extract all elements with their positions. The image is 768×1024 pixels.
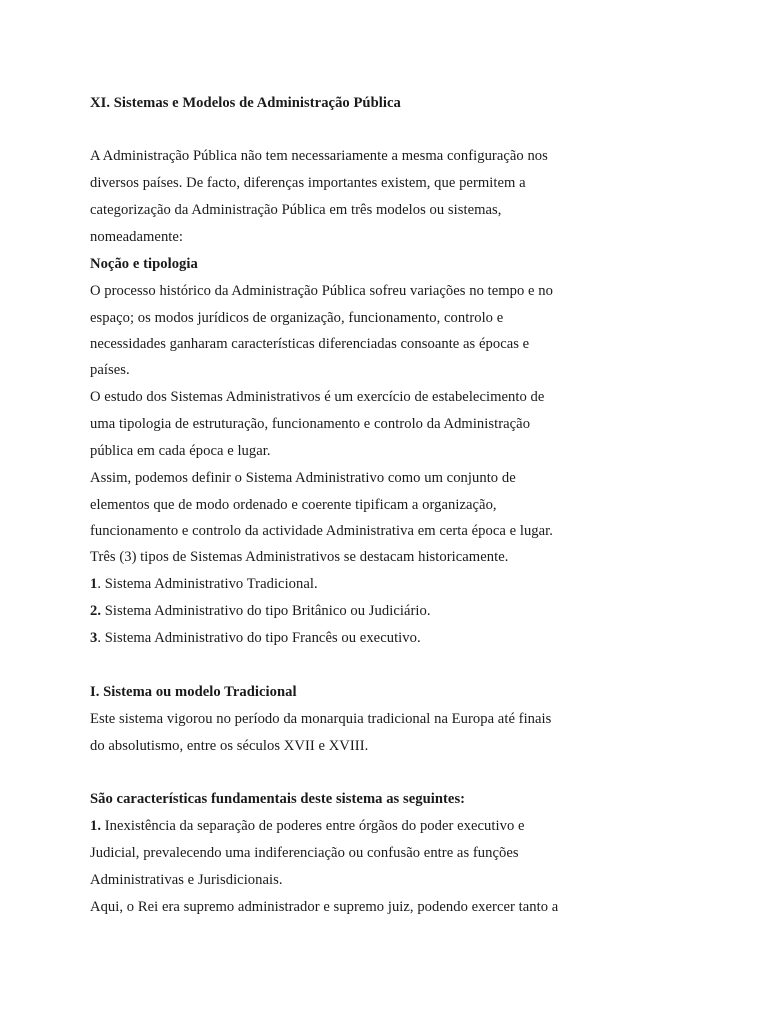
list-item	[90, 817, 525, 835]
list-number: 3	[90, 630, 98, 646]
list-number: 1.	[90, 818, 102, 834]
paragraph-line: elementos que de modo ordenado e coerente tipificam a organização,	[90, 497, 497, 513]
section-heading: Noção e tipologia	[90, 256, 198, 272]
section-heading: São características fundamentais deste sistema as seguintes:	[90, 791, 466, 807]
list-item	[90, 629, 421, 647]
list-text: Sistema Administrativo do tipo Britânico ou Judiciário.	[101, 603, 431, 619]
list-text: . Sistema Administrativo Tradicional.	[97, 576, 318, 592]
paragraph-line: Três (3) tipos de Sistemas Administrativos se destacam historicamente.	[90, 549, 509, 565]
paragraph-line: necessidades ganharam características diferenciadas consoante as épocas e	[90, 336, 530, 352]
intro-line: A Administração Pública não tem necessariamente a mesma configuração nos	[90, 148, 548, 164]
list-text: . Sistema Administrativo do tipo Francês ou executivo.	[97, 630, 421, 646]
paragraph-line: Assim, podemos definir o Sistema Administrativo como um conjunto de	[90, 470, 516, 486]
list-item	[90, 575, 318, 593]
paragraph-line: O estudo dos Sistemas Administrativos é um exercício de estabelecimento de	[90, 389, 545, 405]
list-item	[90, 602, 431, 620]
paragraph-line: Este sistema vigorou no período da monarquia tradicional na Europa até finais	[90, 711, 552, 727]
paragraph-line: O processo histórico da Administração Pública sofreu variações no tempo e no	[90, 283, 553, 299]
paragraph-line: Administrativas e Jurisdicionais.	[90, 872, 283, 888]
intro-line: nomeadamente:	[90, 229, 184, 245]
paragraph-line: do absolutismo, entre os séculos XVII e XVIII.	[90, 738, 369, 754]
paragraph-line: pública em cada época e lugar.	[90, 443, 271, 459]
section-heading: I. Sistema ou modelo Tradicional	[90, 684, 297, 700]
paragraph-line: espaço; os modos jurídicos de organização, funcionamento, controlo e	[90, 310, 504, 326]
list-number: 1	[90, 576, 98, 592]
paragraph-line: Aqui, o Rei era supremo administrador e supremo juiz, podendo exercer tanto a	[90, 899, 559, 915]
document-title: XI. Sistemas e Modelos de Administração Pública	[90, 95, 401, 111]
paragraph-line: países.	[90, 362, 130, 378]
paragraph-line: uma tipologia de estruturação, funcionamento e controlo da Administração	[90, 416, 531, 432]
intro-line: categorização da Administração Pública em três modelos ou sistemas,	[90, 202, 502, 218]
list-number: 2.	[90, 603, 102, 619]
paragraph-line: Judicial, prevalecendo uma indiferenciação ou confusão entre as funções	[90, 845, 519, 861]
list-text: Inexistência da separação de poderes entre órgãos do poder executivo e	[101, 818, 525, 834]
paragraph-line: funcionamento e controlo da actividade Administrativa em certa época e lugar.	[90, 523, 553, 539]
intro-line: diversos países. De facto, diferenças importantes existem, que permitem a	[90, 175, 526, 191]
